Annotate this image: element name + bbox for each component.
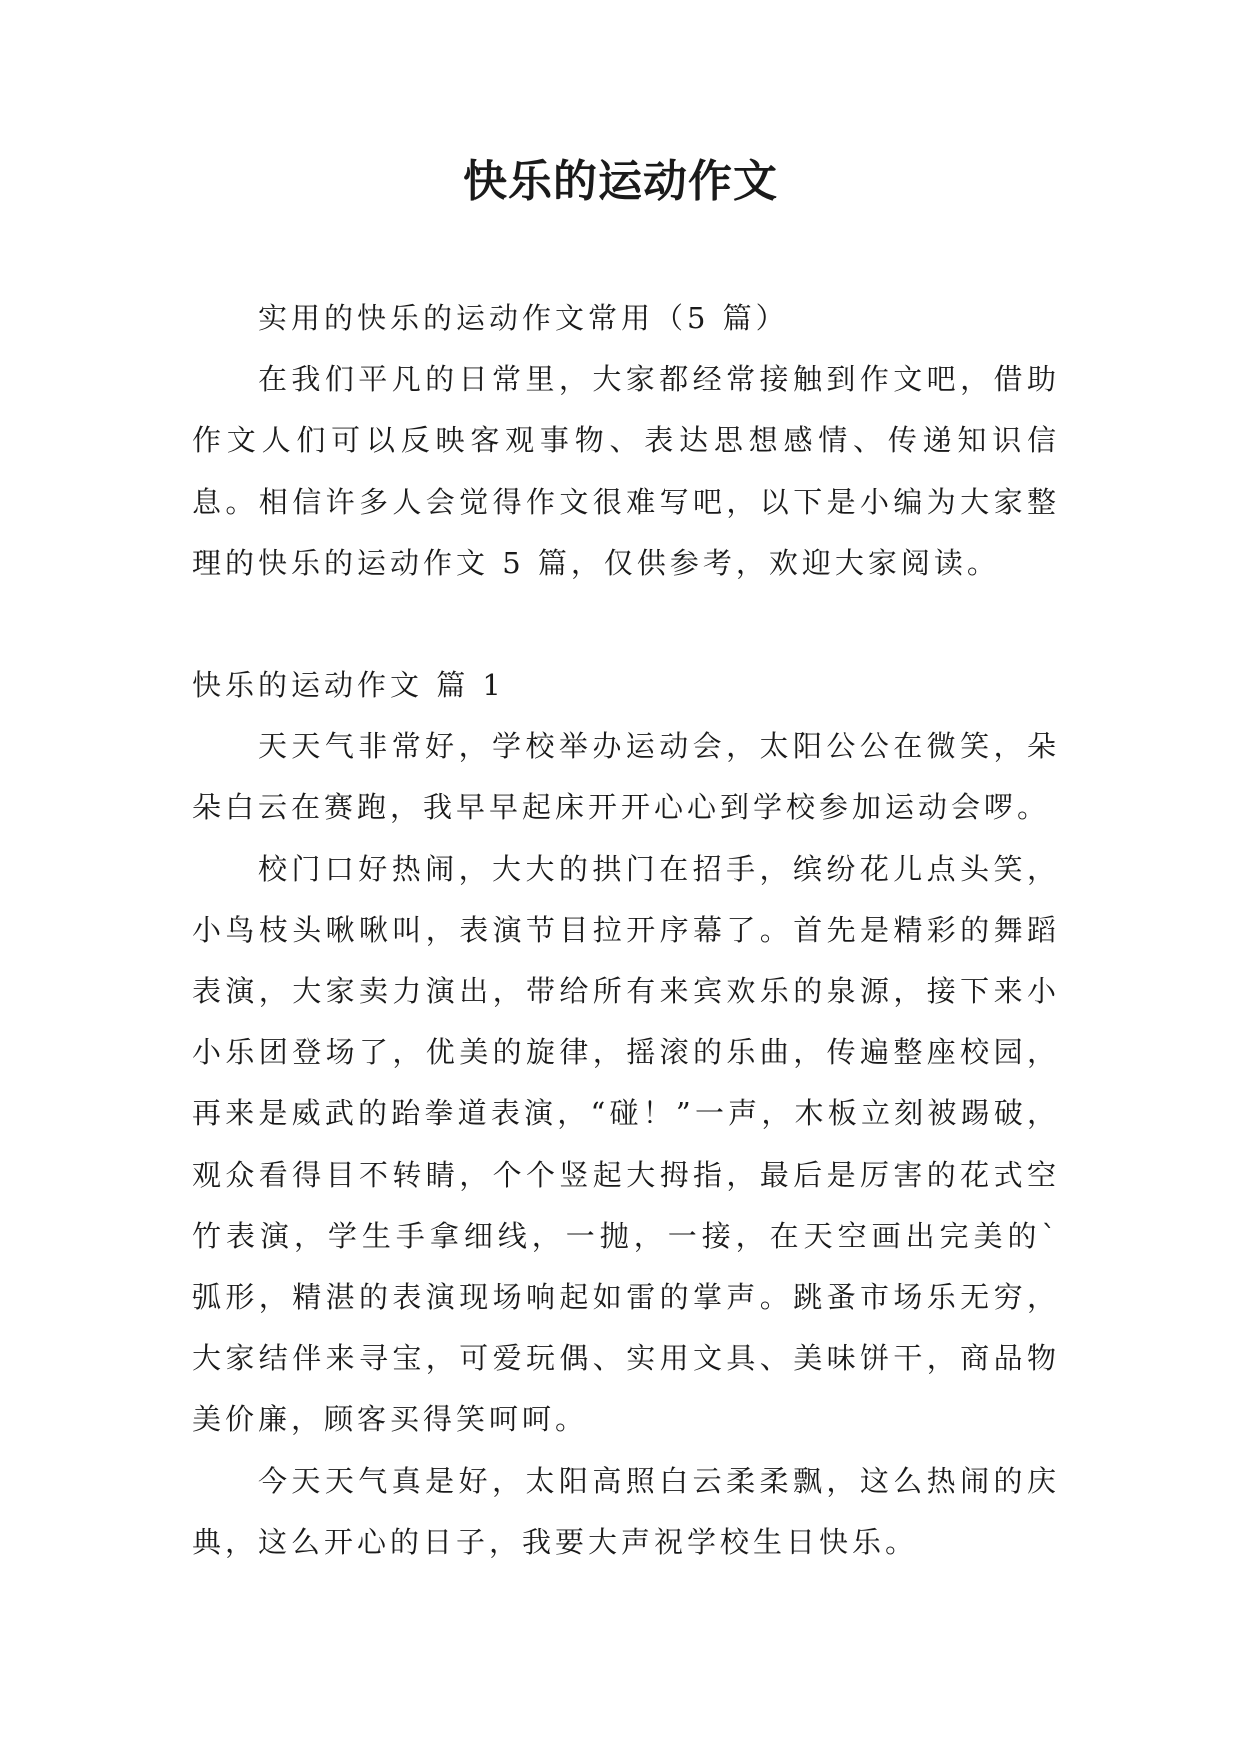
document-body (192, 288, 1060, 1573)
section-heading: 快乐的运动作文 篇 1 (192, 668, 505, 703)
document-title: 快乐的运动作文 (463, 156, 778, 207)
body-paragraph: 天天气非常好，学校举办运动会，太阳公公在微笑，朵朵白云在赛跑，我早早起床开开心心到学校参加运动会啰。 (192, 729, 1060, 825)
intro-paragraph: 在我们平凡的日常里，大家都经常接触到作文吧，借助作文人们可以反映客观事物、表达思想感情、传递知识信息。相信许多人会觉得作文很难写吧，以下是小编为大家整理的快乐的运动作文 5 篇，仅供参考，欢迎大家阅读。 (192, 362, 1060, 580)
body-paragraph: 校门口好热闹，大大的拱门在招手，缤纷花儿点头笑，小鸟枝头啾啾叫，表演节目拉开序幕了。首先是精彩的舞蹈表演，大家卖力演出，带给所有来宾欢乐的泉源，接下来小小乐团登场了，优美的旋律，摇滚的乐曲，传遍整座校园，再来是威武的跆拳道表演，“碰！”一声，木板立刻被踢破，观众看得目不转睛，个个竖起大拇指，最后是厉害的花式空竹表演，学生手拿细线，一抛，一接，在天空画出完美的`弧形，精湛的表演现场响起如雷的掌声。跳蚤市场乐无穷，大家结伴来寻宝，可爱玩偶、实用文具、美味饼干，商品物美价廉，顾客买得笑呵呵。 (192, 851, 1060, 1437)
body-paragraph: 今天天气真是好，太阳高照白云柔柔飘，这么热闹的庆典，这么开心的日子，我要大声祝学校生日快乐。 (192, 1463, 1060, 1559)
subtitle-paragraph: 实用的快乐的运动作文常用（5 篇） (258, 301, 789, 335)
